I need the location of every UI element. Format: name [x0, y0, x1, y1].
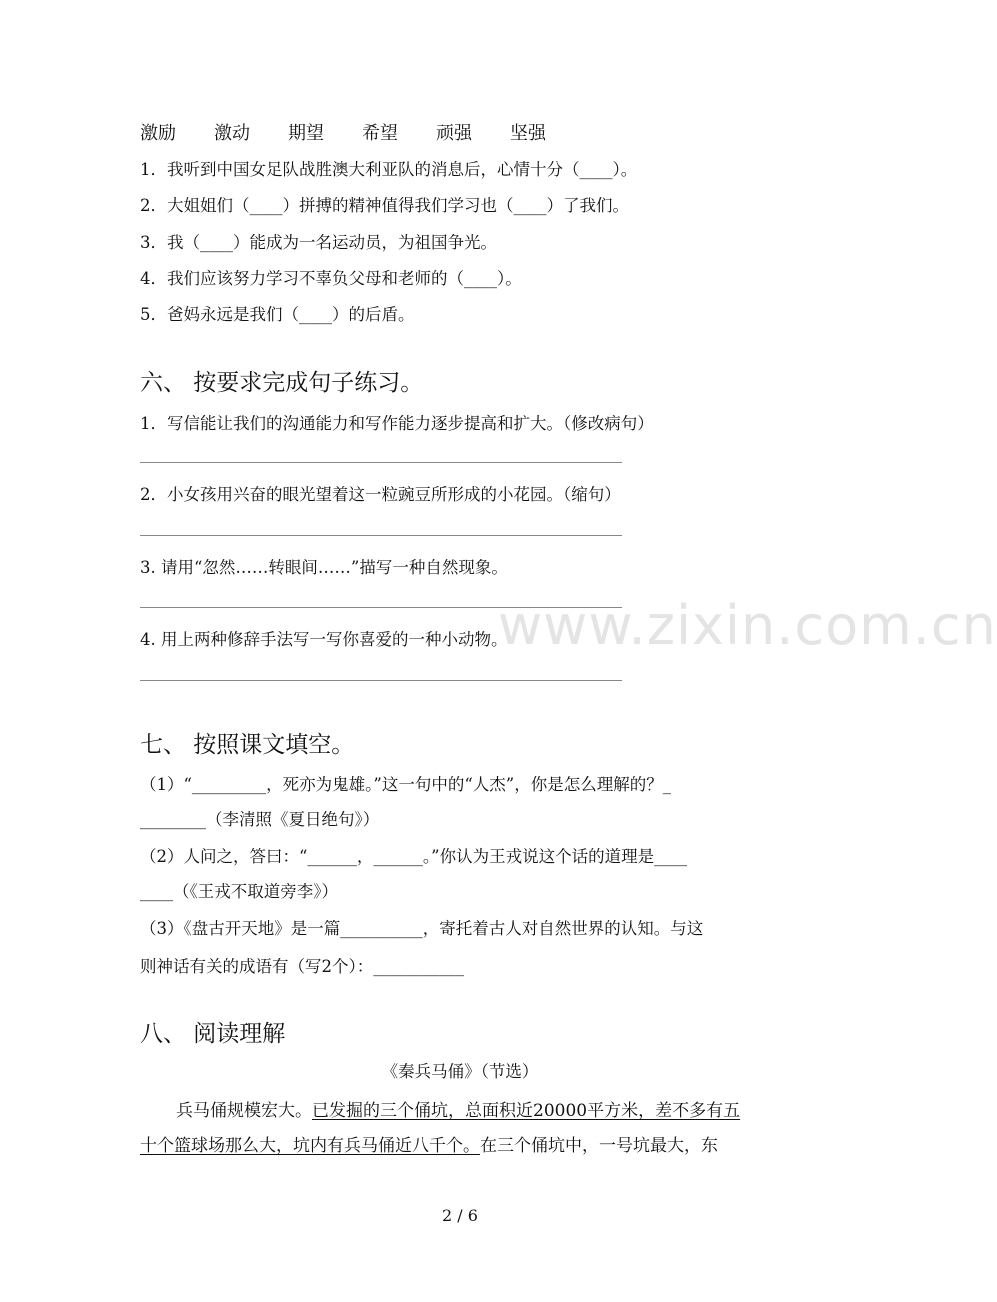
answer-line — [140, 607, 622, 608]
exercise-item: 4. 用上两种修辞手法写一写你喜爱的一种小动物。 — [140, 630, 508, 649]
recitation-line: 则神话有关的成语有（写2个）：___________ — [140, 957, 464, 976]
exercise-item: 1．写信能让我们的沟通能力和写作能力逐步提高和扩大。（修改病句） — [140, 414, 654, 433]
fill-sentence: 2．大姐姐们（____）拼搏的精神值得我们学习也（____）了我们。 — [140, 196, 629, 215]
passage-underlined-text: 已发掘的三个俑坑，总面积近20000平方米，差不多有五 — [312, 1101, 741, 1121]
word-bank-item: 期望 — [288, 123, 324, 144]
section-six-title: 六、 按要求完成句子练习。 — [140, 370, 424, 396]
recitation-line: （2）人问之，答曰：“______，______。”你认为王戎说这个话的道理是____ — [140, 847, 688, 866]
passage-underlined-text: 十个篮球场那么大，坑内有兵马俑近八千个。 — [140, 1136, 480, 1156]
passage-text: 在三个俑坑中，一号坑最大，东 — [480, 1136, 718, 1156]
word-bank-item: 希望 — [362, 123, 398, 144]
watermark-text: www.zixin.com.cn — [498, 594, 997, 657]
word-bank-item: 激励 — [140, 123, 176, 144]
answer-line — [140, 535, 622, 536]
word-bank-item: 顽强 — [436, 123, 472, 144]
exercise-item: 2．小女孩用兴奋的眼光望着这一粒豌豆所形成的小花园。（缩句） — [140, 485, 621, 504]
word-bank-item: 激动 — [214, 123, 250, 144]
section-eight-title: 八、 阅读理解 — [140, 1021, 286, 1047]
page-number: 2 / 6 — [442, 1206, 478, 1225]
recitation-line: （3）《盘古开天地》是一篇__________，寄托着古人对自然世界的认知。与这 — [140, 919, 704, 938]
fill-sentence: 5．爸妈永远是我们（____）的后盾。 — [140, 305, 415, 324]
answer-line — [140, 680, 622, 681]
section-seven-title: 七、 按照课文填空。 — [140, 732, 355, 758]
passage-line — [140, 1131, 718, 1156]
fill-sentence: 1．我听到中国女足队战胜澳大利亚队的消息后，心情十分（____）。 — [140, 160, 638, 179]
recitation-line: ________（李清照《夏日绝句》） — [140, 810, 380, 829]
word-bank-item: 坚强 — [510, 123, 546, 144]
passage-title: 《秦兵马俑》（节选） — [381, 1062, 539, 1081]
answer-line — [140, 462, 622, 463]
passage-line — [140, 1096, 740, 1121]
recitation-line: （1）“_________，死亦为鬼雄。”这一句中的“人杰”，你是怎么理解的？_ — [140, 775, 671, 794]
recitation-line: ____（《王戎不取道旁李》） — [140, 882, 338, 901]
exercise-item: 3. 请用“忽然……转眼间……”描写一种自然现象。 — [140, 558, 508, 577]
passage-text: 兵马俑规模宏大。 — [176, 1101, 312, 1121]
fill-sentence: 3．我（____）能成为一名运动员，为祖国争光。 — [140, 233, 497, 252]
fill-sentence: 4．我们应该努力学习不辜负父母和老师的（____）。 — [140, 269, 522, 288]
